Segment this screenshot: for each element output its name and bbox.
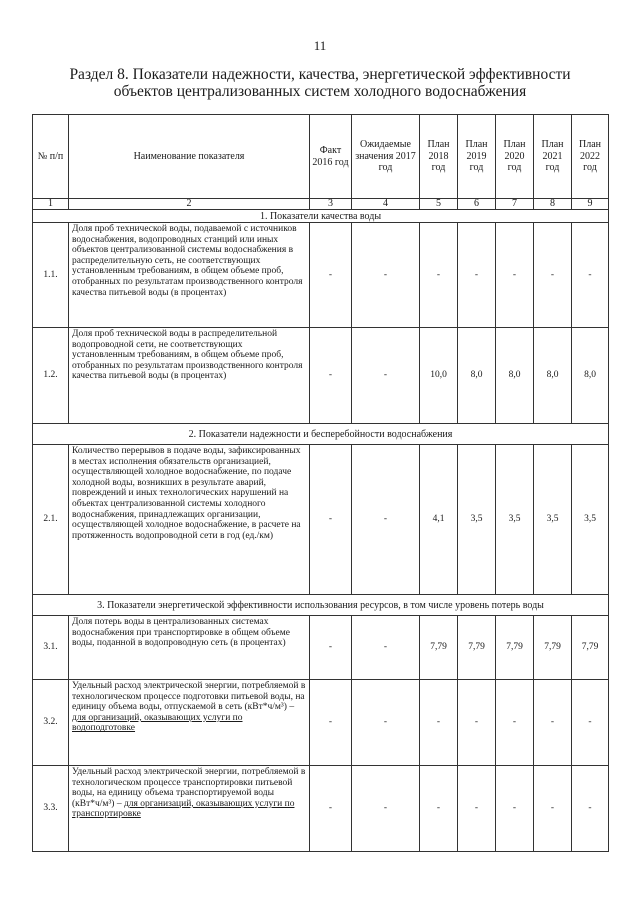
column-number: 2 xyxy=(69,199,310,210)
value-fact-2016: - xyxy=(310,680,352,766)
header-expected-2017: Ожидаемые значения 2017 год xyxy=(352,115,420,199)
value-plan-2021: - xyxy=(534,223,572,328)
value-plan-2022: - xyxy=(572,680,609,766)
header-plan-2018: План 2018 год xyxy=(420,115,458,199)
value-plan-2019: 3,5 xyxy=(458,445,496,595)
header-plan-2022: План 2022 год xyxy=(572,115,609,199)
value-plan-2022: 7,79 xyxy=(572,616,609,680)
value-expected-2017: - xyxy=(352,680,420,766)
column-number: 3 xyxy=(310,199,352,210)
section-heading-line2: объектов централизованных систем холодного водоснабжения xyxy=(113,83,527,100)
value-plan-2018: - xyxy=(420,766,458,852)
value-plan-2020: - xyxy=(496,680,534,766)
table-row xyxy=(33,328,609,424)
row-number: 3.3. xyxy=(33,766,69,852)
header-fact-2016: Факт 2016 год xyxy=(310,115,352,199)
value-plan-2022: - xyxy=(572,766,609,852)
value-fact-2016: - xyxy=(310,223,352,328)
header-name: Наименование показателя xyxy=(69,115,310,199)
value-expected-2017: - xyxy=(352,616,420,680)
value-plan-2021: - xyxy=(534,680,572,766)
table-row xyxy=(33,223,609,328)
column-number: 6 xyxy=(458,199,496,210)
indicator-name: Доля проб технической воды, подаваемой с источников водоснабжения, водопроводных станций или иных объектов централизованной системы водоснабжения в распределительную сеть, не соответствующих установленным требованиям, в общем объеме проб, отобранных по результатам производственного контроля качества питьевой воды (в процентах) xyxy=(69,223,310,328)
value-expected-2017: - xyxy=(352,328,420,424)
indicator-name: Доля проб технической воды в распределительной водопроводной сети, не соответствующих установленным требованиям, в общем объеме проб, отобранных по результатам производственного контроля качества питьевой воды (в процентах) xyxy=(69,328,310,424)
page-number: 11 xyxy=(313,38,327,53)
value-plan-2019: - xyxy=(458,766,496,852)
header-plan-2021: План 2021 год xyxy=(534,115,572,199)
value-fact-2016: - xyxy=(310,328,352,424)
value-plan-2018: 7,79 xyxy=(420,616,458,680)
section-row xyxy=(33,210,609,223)
value-plan-2022: 8,0 xyxy=(572,328,609,424)
row-number: 2.1. xyxy=(33,445,69,595)
column-number: 5 xyxy=(420,199,458,210)
indicator-name xyxy=(69,680,310,766)
column-number: 4 xyxy=(352,199,420,210)
value-expected-2017: - xyxy=(352,223,420,328)
value-plan-2019: - xyxy=(458,223,496,328)
indicator-name-scope: для организаций, оказывающих услуги по водоподготовке xyxy=(72,712,243,734)
value-plan-2020: - xyxy=(496,766,534,852)
indicator-name: Количество перерывов в подаче воды, зафиксированных в местах исполнения обязательств организацией, осуществляющей холодное водоснабжение, по подаче холодной воды, возникших в результате аварий, повреждений и иных технологических нарушений на объектах централизованной системы холодного водоснабжения, принадлежащих организации, осуществляющей холодное водоснабжение, в расчете на протяженность водопроводной сети в год (ед./км) xyxy=(69,445,310,595)
row-number: 3.1. xyxy=(33,616,69,680)
section-title: 2. Показатели надежности и бесперебойности водоснабжения xyxy=(33,424,609,445)
section-title: 1. Показатели качества воды xyxy=(33,210,609,223)
section-heading-line1: Раздел 8. Показатели надежности, качества, энергетической эффективности xyxy=(69,66,571,83)
header-num: № п/п xyxy=(33,115,69,199)
value-plan-2019: - xyxy=(458,680,496,766)
table-row xyxy=(33,445,609,595)
indicator-name xyxy=(69,766,310,852)
column-number: 7 xyxy=(496,199,534,210)
table-row xyxy=(33,616,609,680)
value-plan-2021: - xyxy=(534,766,572,852)
value-plan-2019: 7,79 xyxy=(458,616,496,680)
value-plan-2020: - xyxy=(496,223,534,328)
section-heading xyxy=(40,66,600,100)
indicator-name: Доля потерь воды в централизованных системах водоснабжения при транспортировке в общем объеме воды, поданной в водопроводную сеть (в процентах) xyxy=(69,616,310,680)
value-fact-2016: - xyxy=(310,616,352,680)
value-plan-2019: 8,0 xyxy=(458,328,496,424)
section-title: 3. Показатели энергетической эффективности использования ресурсов, в том числе уровень потерь воды xyxy=(33,595,609,616)
value-plan-2020: 3,5 xyxy=(496,445,534,595)
value-plan-2020: 8,0 xyxy=(496,328,534,424)
value-expected-2017: - xyxy=(352,445,420,595)
column-number: 1 xyxy=(33,199,69,210)
value-plan-2018: 10,0 xyxy=(420,328,458,424)
row-number: 3.2. xyxy=(33,680,69,766)
column-number: 8 xyxy=(534,199,572,210)
value-plan-2018: - xyxy=(420,680,458,766)
indicator-name-main: Удельный расход электрической энергии, потребляемой в технологическом процессе транспортировки питьевой воды, на единицу объема транспортируемой воды (кВт*ч/м³) – xyxy=(72,767,306,809)
value-plan-2022: 3,5 xyxy=(572,445,609,595)
value-plan-2020: 7,79 xyxy=(496,616,534,680)
section-row xyxy=(33,424,609,445)
value-plan-2018: - xyxy=(420,223,458,328)
value-fact-2016: - xyxy=(310,445,352,595)
header-plan-2019: План 2019 год xyxy=(458,115,496,199)
table-row xyxy=(33,766,609,852)
value-plan-2022: - xyxy=(572,223,609,328)
value-plan-2018: 4,1 xyxy=(420,445,458,595)
row-number: 1.2. xyxy=(33,328,69,424)
column-number: 9 xyxy=(572,199,609,210)
indicator-name-main: Удельный расход электрической энергии, потребляемой в технологическом процессе подготовки питьевой воды, на единицу объема воды, отпускаемой в сеть (кВт*ч/м³) – xyxy=(72,681,306,713)
header-row xyxy=(33,115,609,199)
value-plan-2021: 8,0 xyxy=(534,328,572,424)
value-plan-2021: 3,5 xyxy=(534,445,572,595)
row-number: 1.1. xyxy=(33,223,69,328)
header-plan-2020: План 2020 год xyxy=(496,115,534,199)
indicator-name-scope: для организаций, оказывающих услуги по транспортировке xyxy=(72,798,295,820)
value-plan-2021: 7,79 xyxy=(534,616,572,680)
value-expected-2017: - xyxy=(352,766,420,852)
value-fact-2016: - xyxy=(310,766,352,852)
table-row xyxy=(33,680,609,766)
indicators-table xyxy=(32,114,609,852)
section-row xyxy=(33,595,609,616)
column-number-row xyxy=(33,199,609,210)
